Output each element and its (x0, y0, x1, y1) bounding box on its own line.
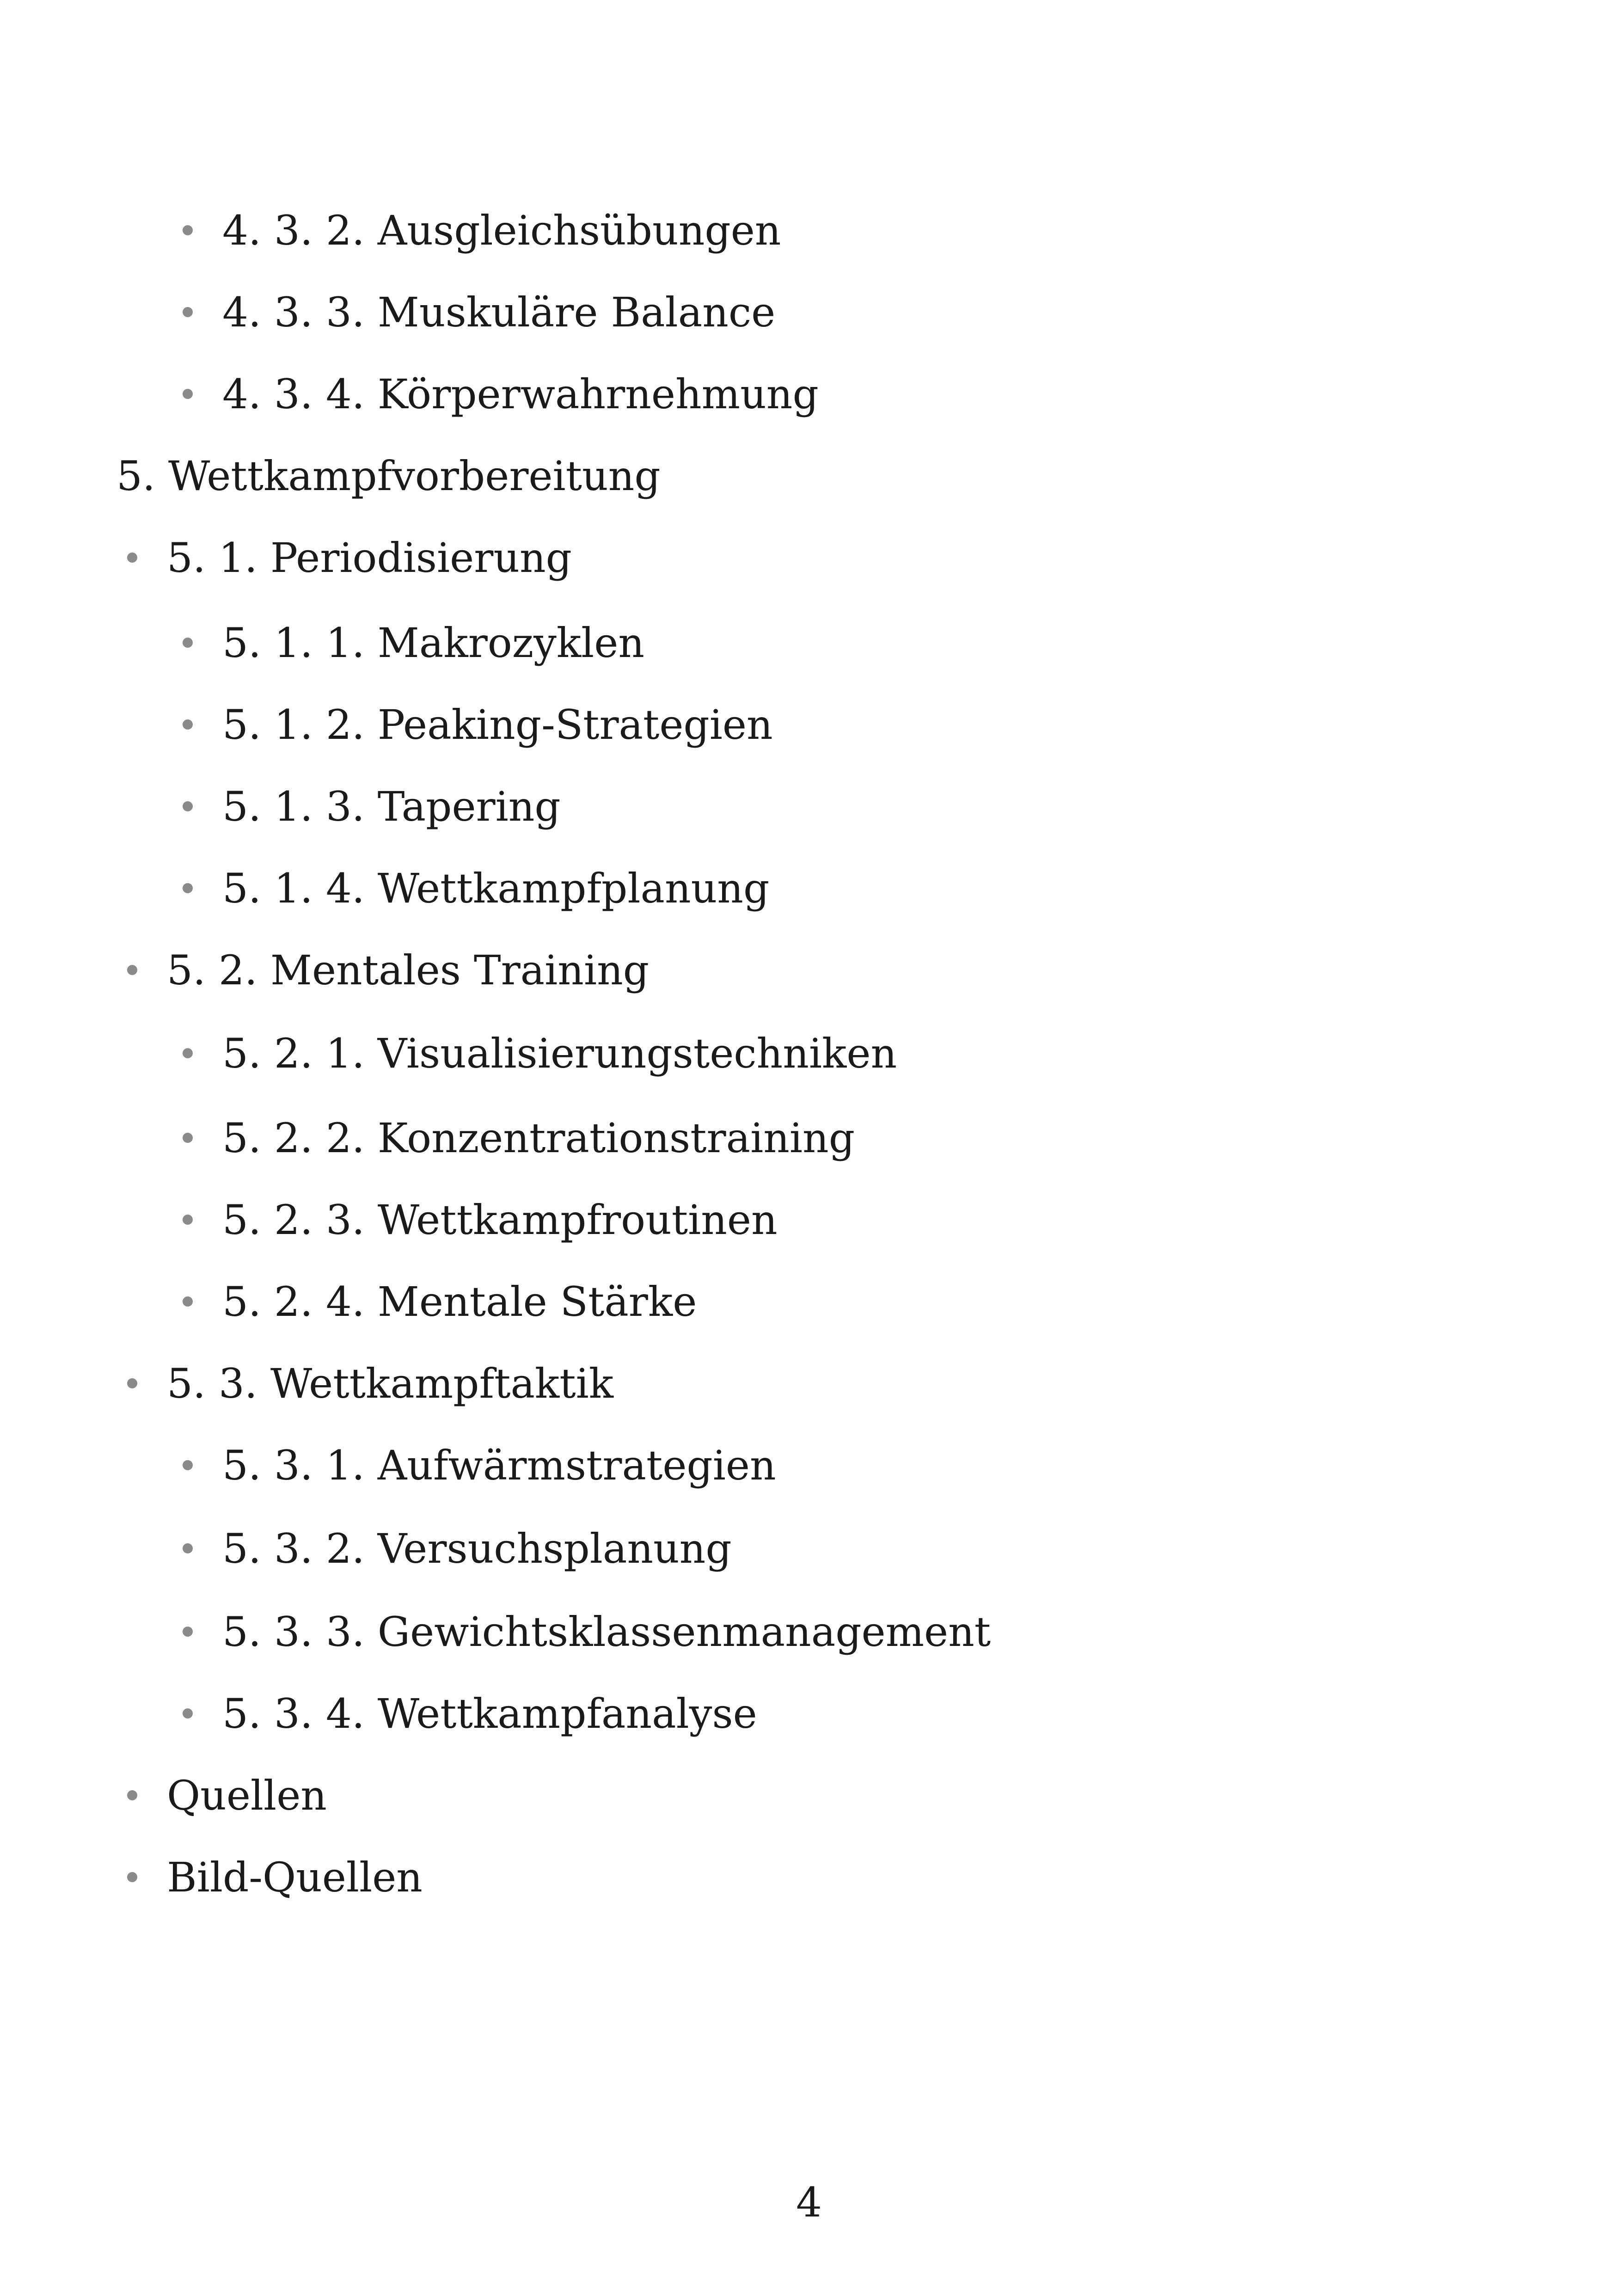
toc-entry-label: 5. 3. 3. Gewichtsklassenmanagement (222, 1608, 991, 1656)
toc-entry-label: 5. 3. 2. Versuchsplanung (222, 1525, 732, 1572)
toc-entry[interactable] (127, 946, 650, 994)
toc-entry-label: 5. 2. 1. Visualisierungstechniken (222, 1030, 897, 1077)
toc-entry-label: 4. 3. 2. Ausgleichsübungen (222, 207, 781, 254)
bullet-icon (127, 965, 137, 975)
toc-entry[interactable] (183, 1608, 991, 1656)
toc-entry[interactable] (183, 1030, 897, 1077)
toc-entry[interactable] (127, 1854, 423, 1901)
toc-entry-label: Bild-Quellen (167, 1854, 423, 1901)
bullet-icon (183, 1543, 193, 1553)
bullet-icon (127, 553, 137, 563)
toc-entry-label: 5. 1. 2. Peaking-Strategien (222, 701, 773, 749)
bullet-icon (183, 307, 193, 317)
toc-entry[interactable] (183, 1196, 778, 1244)
bullet-icon (183, 719, 193, 730)
bullet-icon (183, 389, 193, 399)
toc-entry-label: 4. 3. 3. Muskuläre Balance (222, 289, 776, 336)
toc-entry-label: 5. 2. Mentales Training (167, 946, 650, 994)
toc-entry-label: 5. 3. 1. Aufwärmstrategien (222, 1442, 776, 1489)
toc-entry[interactable] (183, 619, 645, 667)
toc-entry-label: 5. 2. 4. Mentale Stärke (222, 1278, 697, 1326)
toc-entry[interactable] (183, 289, 776, 336)
toc-entry[interactable] (183, 701, 773, 749)
toc-chapter-heading[interactable] (116, 452, 661, 500)
toc-entry-label: Quellen (167, 1772, 327, 1819)
bullet-icon (127, 1378, 137, 1388)
toc-entry-label: 5. 1. Periodisierung (167, 534, 572, 582)
toc-entry[interactable] (183, 1278, 697, 1326)
bullet-icon (183, 638, 193, 648)
toc-entry-label: 5. 1. 1. Makrozyklen (222, 619, 645, 667)
toc-entry[interactable] (183, 1690, 757, 1737)
toc-entry-label: 5. 3. 4. Wettkampfanalyse (222, 1690, 757, 1737)
toc-entry-label: 5. 2. 3. Wettkampfroutinen (222, 1196, 778, 1244)
bullet-icon (183, 1460, 193, 1470)
bullet-icon (183, 1296, 193, 1307)
toc-entry-label: 5. 1. 3. Tapering (222, 783, 561, 830)
toc-entry[interactable] (183, 370, 819, 418)
toc-entry-label: 4. 3. 4. Körperwahrnehmung (222, 370, 819, 418)
bullet-icon (183, 1215, 193, 1225)
bullet-icon (127, 1790, 137, 1800)
bullet-icon (183, 225, 193, 235)
bullet-icon (183, 883, 193, 893)
bullet-icon (183, 1708, 193, 1719)
toc-entry[interactable] (183, 1114, 855, 1162)
toc-entry[interactable] (183, 207, 781, 254)
page-number: 4 (796, 2179, 822, 2226)
bullet-icon (127, 1872, 137, 1882)
toc-entry[interactable] (183, 1442, 776, 1489)
toc-entry-label: 5. Wettkampfvorbereitung (116, 452, 661, 500)
toc-entry-label: 5. 2. 2. Konzentrationstraining (222, 1114, 855, 1162)
bullet-icon (183, 1133, 193, 1143)
toc-entry-label: 5. 3. Wettkampftaktik (167, 1360, 614, 1407)
bullet-icon (183, 801, 193, 811)
toc-entry[interactable] (127, 534, 572, 582)
toc-entry[interactable] (183, 1525, 732, 1572)
toc-entry[interactable] (127, 1772, 327, 1819)
bullet-icon (183, 1627, 193, 1637)
toc-entry-label: 5. 1. 4. Wettkampfplanung (222, 865, 770, 912)
toc-entry[interactable] (183, 783, 561, 830)
toc-entry[interactable] (183, 865, 770, 912)
bullet-icon (183, 1048, 193, 1058)
toc-entry[interactable] (127, 1360, 614, 1407)
